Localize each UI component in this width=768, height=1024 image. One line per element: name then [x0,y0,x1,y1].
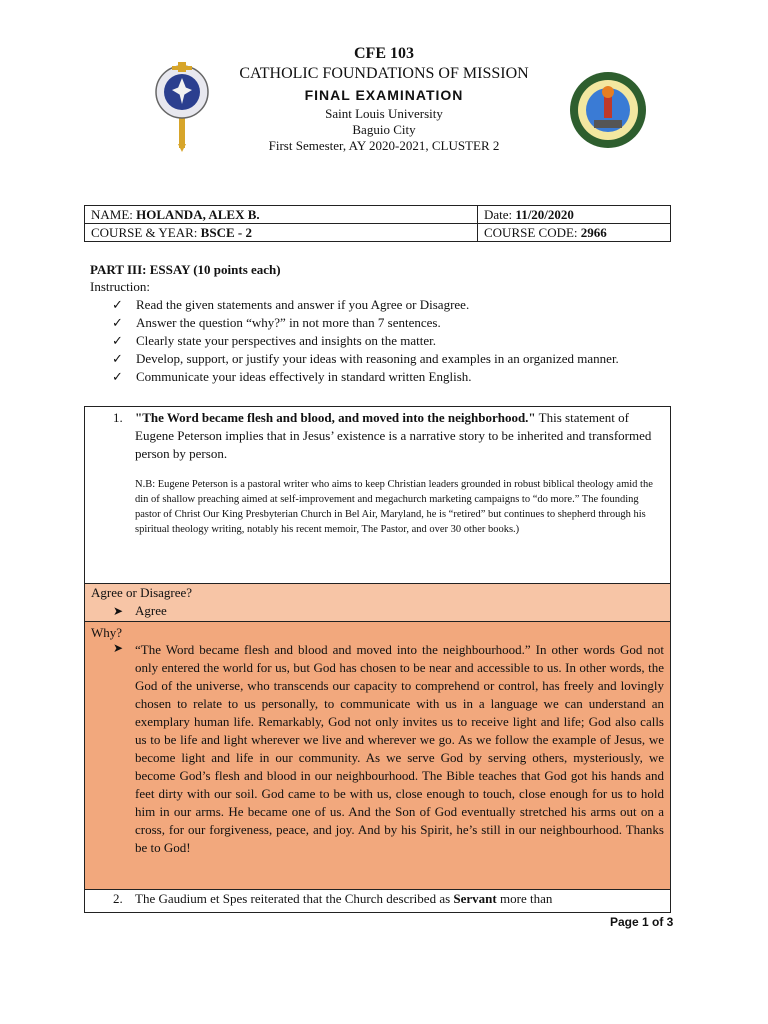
university-name: Saint Louis University [325,106,443,121]
check-icon: ✓ [112,369,123,384]
check-icon: ✓ [112,297,123,312]
instruction-text: Clearly state your perspectives and insights on the matter. [136,333,437,348]
question-2-cell [85,890,670,912]
part-title: PART III: ESSAY (10 points each) [90,262,281,277]
question-number: 2. [113,891,123,906]
question-1-note: N.B: Eugene Peterson is a pastoral writer who aims to keep Christian leaders grounded in robust biblical theology amid the din of shallow preaching aimed at self-improvement and megachurch marketing campaigns to “do more.” The founding pastor of Christ Our King Presbyterian Church in Bel Air, Maryland, he is “retired” but continues to shepherd through his spiritual theology writing, notably his recent memoir, The Pastor, and over 30 other books.) [135,479,653,535]
instruction-text: Communicate your ideas effectively in standard written English. [136,369,472,384]
arrow-bullet-icon: ➤ [113,604,124,618]
code-label: COURSE CODE: [484,225,581,240]
course-title: CATHOLIC FOUNDATIONS OF MISSION [239,65,529,82]
instruction-text: Read the given statements and answer if you Agree or Disagree. [136,297,470,312]
list-item [90,350,690,368]
agree-disagree-cell [85,584,670,622]
agree-answer: Agree [135,603,167,618]
date-cell [478,206,671,224]
why-answer: “The Word became flesh and blood and moved into the neighbourhood.” In other words God not only entered the world for us, but God has chosen to be near and accessible to us. In other words, the God of the universe, who transcends our capacity to comprehend or control, has freely and lovingly chosen to relate to us personally, to communicate with us in a language we can understand an exemplary human life. Remarkably, God not only invites us to receive light and life; God also calls us to be life and light wherever we live and wherever we go. As we follow the example of Jesus, we become light and life in our community. As we serve God by serving others, mysteriously, we become God’s flesh and blood in our neighbourhood. The Bible teaches that God got his hands and feet dirty with our soil. God came to be with us, close enough to touch, close enough for us to hold him in our arms. He became one of us. And the Son of God eventually stretched his arms out on a cross, for our forgiveness, peace, and joy. And by his Spirit, he’s still in our neighbourhood. Thanks be to God! [135,642,664,855]
agree-label: Agree or Disagree? [91,585,193,600]
question-1-cell [85,407,670,584]
check-icon: ✓ [112,315,123,330]
exam-header [0,44,768,154]
code-cell [478,224,671,242]
list-item [90,314,690,332]
course-label: COURSE & YEAR: [91,225,201,240]
page-number: Page 1 of 3 [610,915,674,929]
city-name: Baguio City [352,122,416,137]
list-item [90,368,690,386]
name-value: HOLANDA, ALEX B. [136,207,260,222]
check-icon: ✓ [112,333,123,348]
exam-title: FINAL EXAMINATION [304,87,464,103]
info-row [85,206,671,224]
name-label: NAME: [91,207,137,222]
term-line: First Semester, AY 2020-2021, CLUSTER 2 [268,138,500,153]
course-code: CFE 103 [354,45,414,62]
question-2 [91,890,664,908]
why-answer-row [91,641,664,857]
instruction-text: Answer the question “why?” in not more than 7 sentences. [136,315,441,330]
agree-answer-row [91,602,664,620]
check-icon: ✓ [112,351,123,366]
question-1-text: This statement of Eugene Peterson implies that in Jesus’ existence is a narrative story to be inherited and transformed person by person. [135,410,652,461]
question-table [84,406,671,913]
instruction-text: Develop, support, or justify your ideas with reasoning and examples in an organized manner. [136,351,619,366]
instruction-label: Instruction: [90,279,150,294]
question-number: 1. [113,410,123,425]
course-cell [85,224,478,242]
course-value: BSCE - 2 [200,225,252,240]
student-info-table [84,205,671,242]
code-value: 2966 [580,225,607,240]
list-item [90,332,690,350]
info-row [85,224,671,242]
why-cell [85,622,670,890]
instruction-list [90,296,690,386]
question-2-text-pre: The Gaudium et Spes reiterated that the Church described as [135,891,454,906]
part-three-section [90,261,690,386]
date-label: Date: [484,207,516,222]
question-2-bold: Servant [453,891,497,906]
why-label: Why? [91,625,123,640]
arrow-bullet-icon: ➤ [113,641,124,655]
date-value: 11/20/2020 [515,207,574,222]
name-cell [85,206,478,224]
question-1 [91,409,664,463]
question-2-text-post: more than [496,891,553,906]
list-item [90,296,690,314]
question-1-quote: "The Word became flesh and blood, and moved into the neighborhood." [135,410,536,425]
